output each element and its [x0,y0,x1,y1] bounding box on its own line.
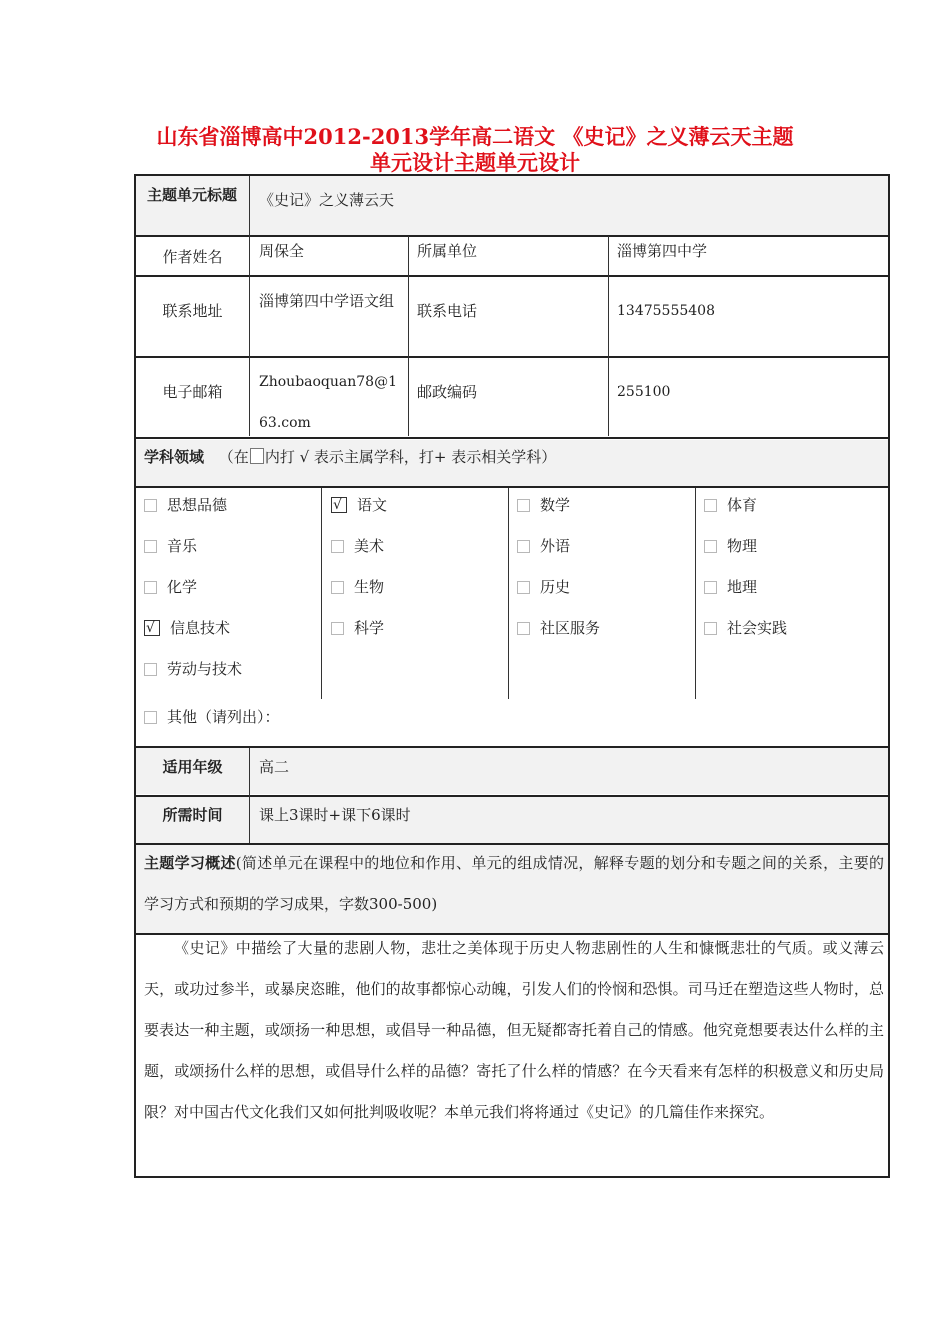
subject-area-hint-before: （在 [218,448,249,466]
unit-title-value: 《史记》之义薄云天 [259,191,395,209]
checkbox-icon[interactable] [517,540,530,553]
subject-checkbox-shequfuwu[interactable] [517,618,600,638]
subject-checkbox-shehuishijian[interactable] [704,618,787,638]
checkbox-icon[interactable] [331,622,344,635]
subject-checkbox-waiyu[interactable] [517,536,570,556]
checkbox-icon[interactable] [517,622,530,635]
subject-area-label: 学科领域 [144,448,205,466]
subject-label: 社区服务 [540,619,601,637]
subject-label: 信息技术 [170,619,231,637]
subject-checkbox-dili[interactable] [704,577,757,597]
author-value: 周保全 [259,242,305,260]
subject-checkbox-meishu[interactable] [331,536,384,556]
row-divider [134,235,890,237]
document-title-line2: 单元设计主题单元设计 [370,150,580,175]
subject-column-divider [695,488,696,699]
row-divider [134,795,890,797]
org-label: 所属单位 [417,242,478,260]
subject-label: 体育 [727,496,758,514]
postcode-label: 邮政编码 [417,383,478,401]
postcode-value: 255100 [617,384,671,400]
subject-checkbox-xinxijishu[interactable] [144,618,230,638]
email-label: 电子邮箱 [162,383,223,401]
row-divider [134,356,890,358]
checkbox-icon[interactable] [331,581,344,594]
row-divider [134,275,890,277]
checkbox-sample-icon [250,448,264,464]
phone-label: 联系电话 [417,302,478,320]
author-label: 作者姓名 [162,248,223,266]
time-label: 所需时间 [162,806,223,824]
subject-checkbox-yinyue[interactable] [144,536,197,556]
row-divider [134,486,890,488]
checkbox-icon[interactable] [704,581,717,594]
subject-label: 语文 [357,496,388,514]
subject-checkbox-huaxue[interactable] [144,577,197,597]
subject-area-hint-after: 内打 √ 表示主属学科，打+ 表示相关学科） [264,448,557,466]
subject-column-divider [321,488,322,699]
unit-title-label: 主题单元标题 [146,186,237,204]
overview-body: 《史记》中描绘了大量的悲剧人物，悲壮之美体现于历史人物悲剧性的人生和慷慨悲壮的气质。或义薄云天，或功过参半，或暴戾恣睢，他们的故事都惊心动魄，引发人们的怜悯和恐惧。司马迁在塑造这些人物时，总要表达一种主题，或颂扬一种思想，或倡导一种品德，但无疑都寄托着自己的情感。他究竟想要表达什么样的主题，或颂扬什么样的思想，或倡导什么样的品德？寄托了什么样的情感？在今天看来有怎样的积极意义和历史局限？对中国古代文化我们又如何批判吸收呢？本单元我们将将通过《史记》的几篇佳作来探究。 [144,939,884,1121]
subject-checkbox-lishi[interactable] [517,577,570,597]
grade-value: 高二 [259,758,290,776]
subject-checkbox-yuwen[interactable] [331,495,387,515]
subject-label: 物理 [727,537,758,555]
checkbox-icon[interactable] [704,499,717,512]
checkbox-icon[interactable] [144,581,157,594]
overview-header [144,843,884,925]
subject-checkbox-other[interactable] [144,707,280,727]
subject-label: 科学 [354,619,385,637]
other-label: 其他（请列出）： [167,708,280,726]
column-divider [408,236,409,436]
checkbox-icon[interactable] [704,540,717,553]
subject-checkbox-kexue[interactable] [331,618,384,638]
checked-checkbox-icon[interactable] [331,497,347,513]
checkbox-icon[interactable] [704,622,717,635]
subject-area-header [144,447,884,467]
grade-label: 适用年级 [162,758,223,776]
document-title-line1: 山东省淄博高中2012-2013学年高二语文 《史记》之义薄云天主题 [156,124,794,149]
org-value: 淄博第四中学 [617,242,708,260]
subject-label: 化学 [167,578,198,596]
subject-label: 音乐 [167,537,198,555]
subject-checkbox-sixiangpinde[interactable] [144,495,227,515]
subject-label: 生物 [354,578,385,596]
overview-hint: (简述单元在课程中的地位和作用、单元的组成情况，解释专题的划分和专题之间的关系，主要的学习方式和预期的学习成果，字数300-500) [144,854,884,913]
subject-column-divider [508,488,509,699]
column-divider [249,748,250,843]
checkbox-icon[interactable] [331,540,344,553]
subject-label: 劳动与技术 [167,660,243,678]
subject-label: 思想品德 [167,496,228,514]
column-divider [608,236,609,436]
email-value: Zhoubaoquan78@163.com [259,374,397,431]
address-label: 联系地址 [162,302,223,320]
phone-value: 13475555408 [617,303,715,319]
checkbox-icon[interactable] [144,711,157,724]
subject-checkbox-wuli[interactable] [704,536,757,556]
subject-label: 地理 [727,578,758,596]
subject-label: 数学 [540,496,571,514]
subject-checkbox-shuxue[interactable] [517,495,570,515]
checked-checkbox-icon[interactable] [144,620,160,636]
checkbox-icon[interactable] [517,581,530,594]
subject-label: 社会实践 [727,619,788,637]
overview-label: 主题学习概述 [144,854,236,872]
time-value: 课上3课时+课下6课时 [259,806,411,824]
checkbox-icon[interactable] [144,540,157,553]
subject-checkbox-laodong[interactable] [144,659,242,679]
subject-label: 历史 [540,578,571,596]
checkbox-icon[interactable] [517,499,530,512]
subject-label: 外语 [540,537,571,555]
checkbox-icon[interactable] [144,663,157,676]
checkbox-icon[interactable] [144,499,157,512]
row-divider [134,746,890,748]
address-value: 淄博第四中学语文组 [259,292,395,310]
column-divider [249,176,250,436]
subject-checkbox-tiyu[interactable] [704,495,757,515]
subject-checkbox-shengwu[interactable] [331,577,384,597]
row-divider [134,437,890,439]
subject-label: 美术 [354,537,385,555]
